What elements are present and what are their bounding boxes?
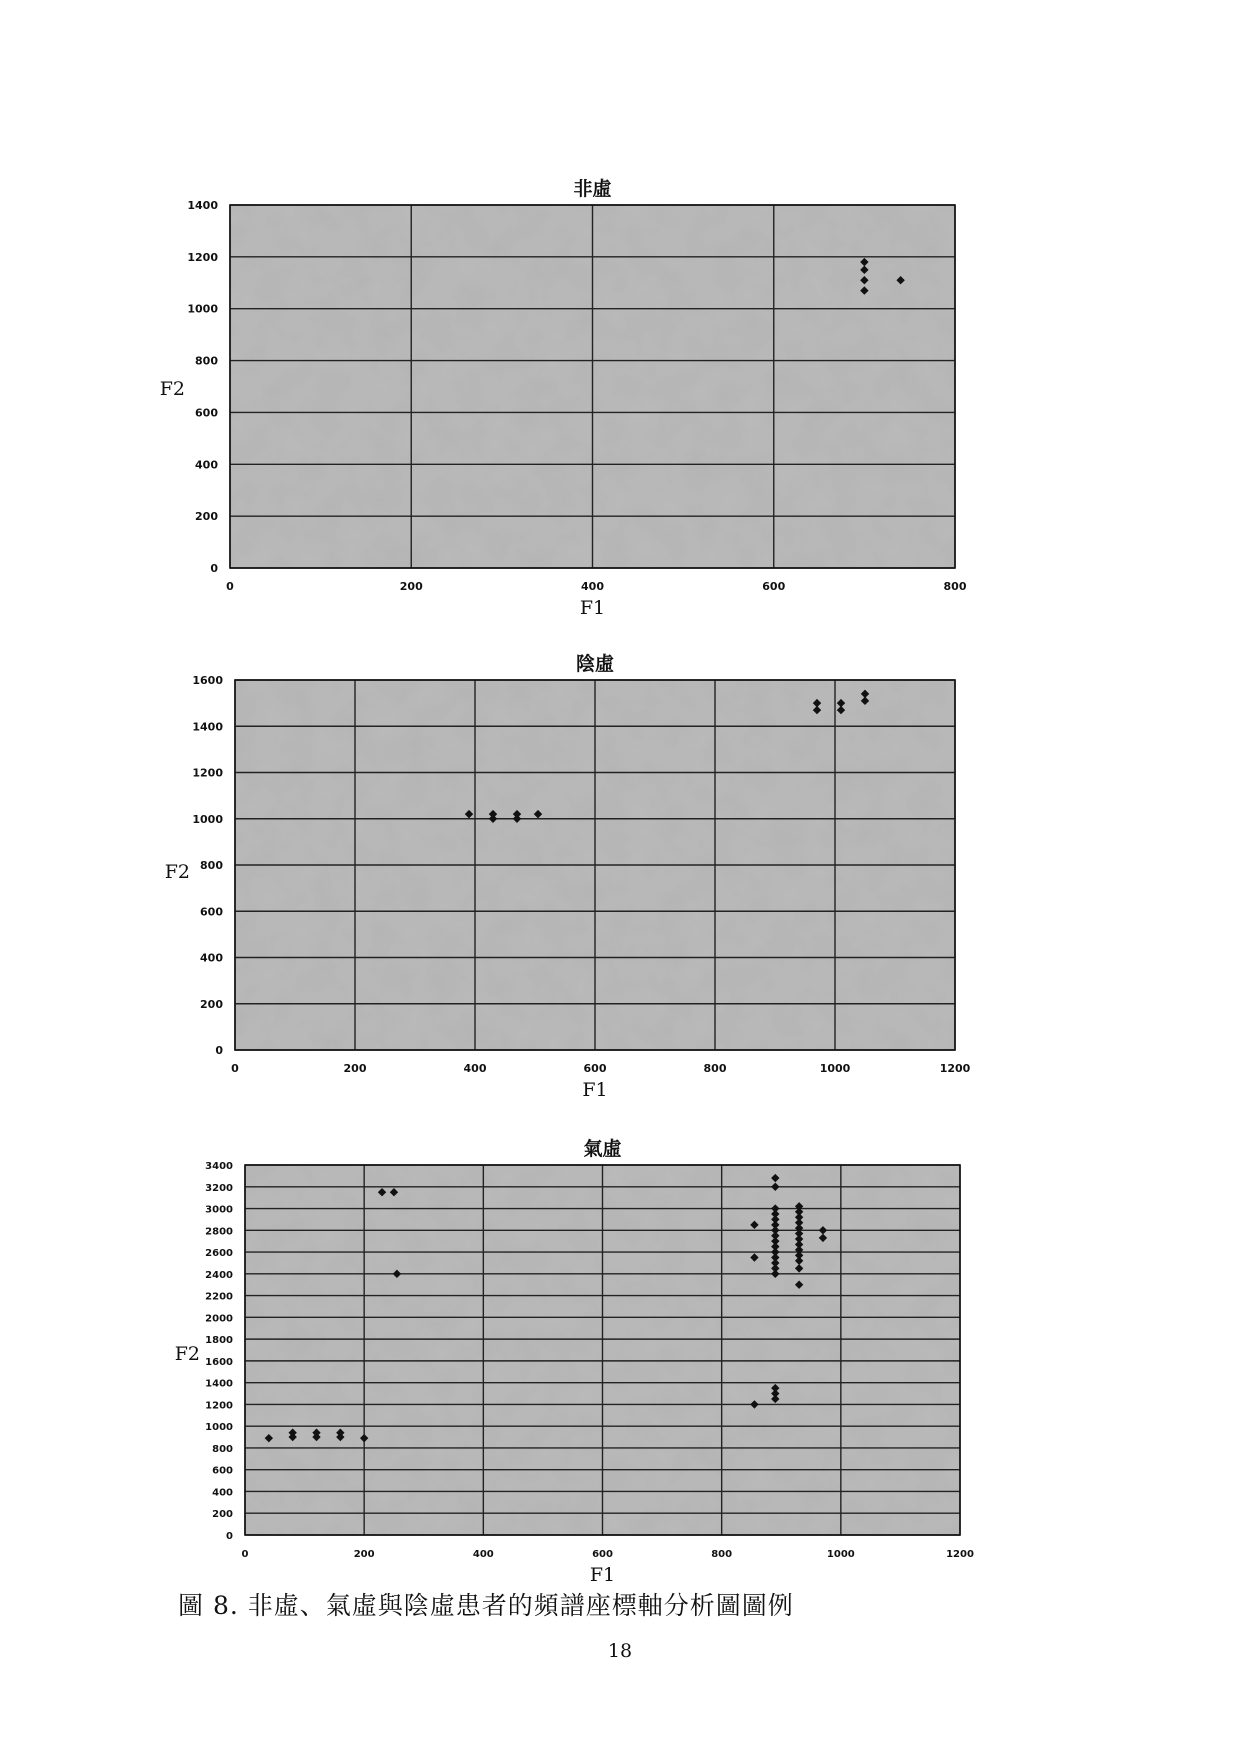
y-axis-label: F2 xyxy=(174,1343,200,1365)
y-tick-label: 3400 xyxy=(205,1161,233,1172)
x-axis-label: F1 xyxy=(589,1564,616,1586)
y-tick-label: 400 xyxy=(212,1487,233,1499)
y-tick-label: 200 xyxy=(195,510,218,524)
x-tick-label: 0 xyxy=(241,1549,249,1560)
y-tick-label: 600 xyxy=(212,1465,233,1477)
x-tick-label: 400 xyxy=(463,1062,487,1075)
y-tick-label: 200 xyxy=(212,1509,233,1521)
y-tick-label: 2400 xyxy=(205,1269,233,1281)
y-tick-label: 600 xyxy=(200,905,223,919)
y-tick-label: 800 xyxy=(200,859,223,872)
x-tick-label: 200 xyxy=(353,1549,375,1560)
chart-yinxu xyxy=(0,650,1240,1110)
y-tick-label: 2000 xyxy=(205,1313,233,1325)
chart-feixu xyxy=(0,170,1240,630)
x-tick-label: 800 xyxy=(711,1549,733,1560)
y-tick-label: 1000 xyxy=(187,302,218,316)
x-tick-label: 400 xyxy=(472,1549,494,1560)
chart-title: 陰虛 xyxy=(575,653,615,675)
x-tick-label: 0 xyxy=(231,1062,239,1075)
x-tick-label: 600 xyxy=(762,580,786,593)
y-axis-label: F2 xyxy=(164,861,190,883)
y-tick-label: 2600 xyxy=(205,1248,233,1260)
y-tick-label: 1600 xyxy=(205,1356,233,1368)
y-tick-label: 3000 xyxy=(205,1204,233,1216)
y-tick-label: 1800 xyxy=(205,1335,233,1347)
x-tick-label: 1000 xyxy=(819,1062,851,1075)
x-axis-label: F1 xyxy=(582,1079,608,1101)
y-tick-label: 1000 xyxy=(192,812,223,826)
y-tick-label: 1600 xyxy=(192,674,223,687)
y-tick-label: 800 xyxy=(195,354,218,368)
figure-caption: 圖 8. 非虛、氣虛與陰虛患者的頻譜座標軸分析圖圖例 xyxy=(178,1591,794,1620)
x-tick-label: 600 xyxy=(592,1549,613,1560)
y-tick-label: 1400 xyxy=(192,720,223,734)
chart-title: 氣虛 xyxy=(583,1138,622,1160)
y-tick-label: 400 xyxy=(195,458,218,472)
y-tick-label: 2200 xyxy=(205,1291,233,1303)
y-tick-label: 1200 xyxy=(187,250,218,264)
x-tick-label: 400 xyxy=(581,580,604,593)
y-tick-label: 1200 xyxy=(192,766,223,780)
chart-qixu xyxy=(0,1130,1240,1590)
y-tick-label: 1000 xyxy=(205,1422,233,1434)
x-tick-label: 800 xyxy=(703,1062,727,1075)
y-tick-label: 600 xyxy=(195,406,218,420)
y-tick-label: 0 xyxy=(215,1044,223,1057)
x-axis-label: F1 xyxy=(579,597,606,619)
y-tick-label: 1400 xyxy=(205,1378,233,1390)
y-tick-label: 1200 xyxy=(205,1400,233,1412)
x-tick-label: 1000 xyxy=(826,1549,855,1560)
x-tick-label: 1200 xyxy=(946,1549,974,1560)
x-tick-label: 600 xyxy=(583,1062,607,1075)
y-tick-label: 3200 xyxy=(205,1182,233,1194)
x-tick-label: 200 xyxy=(399,580,423,593)
y-tick-label: 400 xyxy=(200,951,223,965)
chart-title: 非虛 xyxy=(573,178,612,200)
y-tick-label: 0 xyxy=(210,562,218,575)
y-tick-label: 2800 xyxy=(205,1226,233,1238)
y-tick-label: 1400 xyxy=(187,199,218,212)
x-tick-label: 800 xyxy=(943,580,967,593)
y-tick-label: 200 xyxy=(200,997,223,1011)
y-axis-label: F2 xyxy=(159,378,185,400)
x-tick-label: 0 xyxy=(226,580,234,593)
x-tick-label: 1200 xyxy=(939,1062,971,1075)
y-tick-label: 800 xyxy=(212,1443,233,1455)
page-number: 18 xyxy=(607,1640,633,1662)
y-tick-label: 0 xyxy=(226,1531,233,1542)
x-tick-label: 200 xyxy=(343,1062,367,1075)
